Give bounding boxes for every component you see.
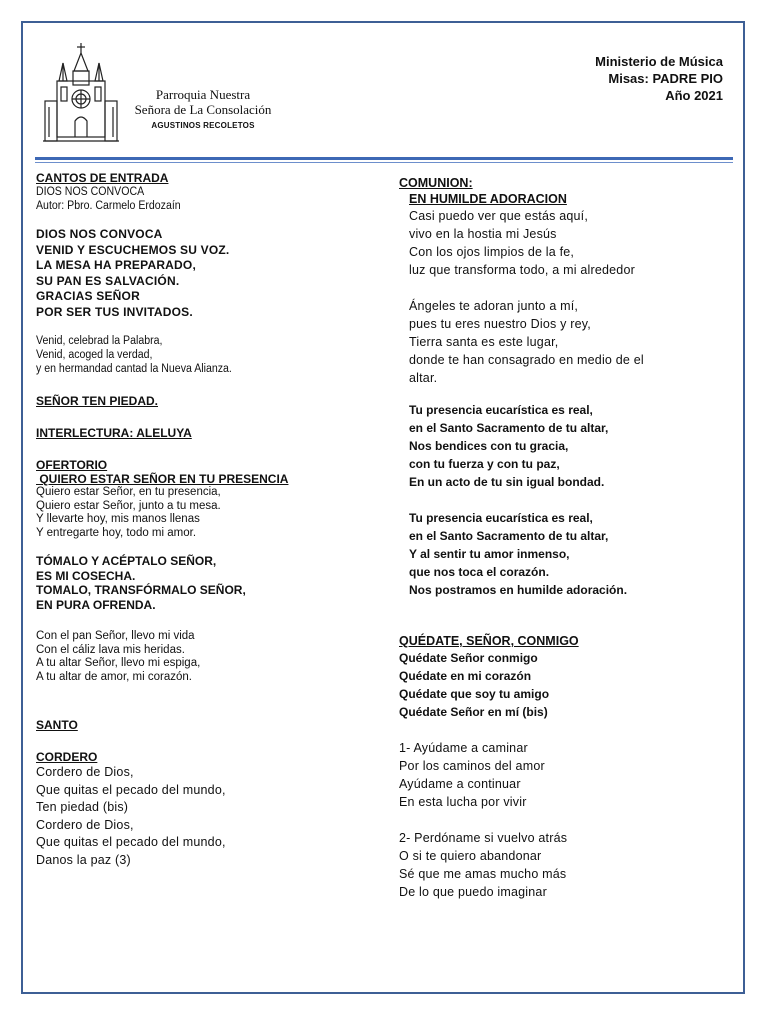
lyric-line: DIOS NOS CONVOCA (36, 227, 163, 241)
entrada-chorus (36, 227, 366, 320)
comunion-chorus-1 (399, 401, 729, 491)
lyric-line: Que quitas el pecado del mundo, (36, 782, 226, 797)
lyric-line: que nos toca el corazón. (409, 565, 550, 579)
lyric-line: De lo que puedo imaginar (399, 885, 547, 899)
ofertorio-verse-1 (36, 486, 366, 540)
quedate-chorus (399, 649, 729, 721)
lyric-line: Tierra santa es este lugar, (409, 335, 559, 349)
entrada-song: DIOS NOS CONVOCA (36, 186, 145, 198)
lyric-line: SU PAN ES SALVACIÓN. (36, 273, 180, 288)
lyric-line: GRACIAS SEÑOR (36, 289, 140, 303)
church-logo-icon (41, 41, 121, 153)
lyric-line: Y llevarte hoy, mis manos llenas (36, 513, 200, 525)
lyric-line: A tu altar de amor, mi corazón. (36, 670, 192, 683)
lyric-line: Y al sentir tu amor inmenso, (409, 547, 570, 561)
lyric-line: Quiero estar Señor, en tu presencia, (36, 486, 221, 498)
lyric-line: Sé que me amas mucho más (399, 867, 567, 881)
comunion-song: EN HUMILDE ADORACION (409, 192, 567, 206)
left-column (36, 171, 366, 869)
lyric-line: Que quitas el pecado del mundo, (36, 835, 226, 849)
lyric-line: altar. (409, 371, 438, 385)
lyric-line: donde te han consagrado en medio de el (409, 353, 644, 367)
santo-title: SANTO (36, 718, 78, 732)
lyric-line: 2- Perdóname si vuelvo atrás (399, 831, 568, 845)
lyric-line: En esta lucha por vivir (399, 795, 527, 809)
lyric-line: TÓMALO Y ACÉPTALO SEÑOR, (36, 554, 217, 568)
lyric-line: Ayúdame a continuar (399, 777, 521, 791)
aleluya-title: INTERLECTURA: ALELUYA (36, 426, 192, 440)
entrada-author: Autor: Pbro. Carmelo Erdozaín (36, 200, 181, 212)
lyric-line: Con los ojos limpios de la fe, (409, 245, 575, 259)
lyric-line: Con el cáliz lava mis heridas. (36, 643, 185, 656)
ministry-line-2: Misas: PADRE PIO (608, 71, 723, 86)
lyric-line: en el Santo Sacramento de tu altar, (409, 529, 609, 543)
lyric-line: Con el pan Señor, llevo mi vida (36, 630, 195, 642)
header-divider-thick (35, 157, 733, 160)
lyric-line: Ten piedad (bis) (36, 800, 129, 814)
header (23, 23, 743, 163)
page-frame (21, 21, 745, 994)
lyric-line: con tu fuerza y con tu paz, (409, 457, 560, 471)
cordero-title: CORDERO (36, 750, 98, 764)
right-column (399, 175, 729, 901)
lyric-line: Y entregarte hoy, todo mi amor. (36, 526, 197, 539)
lyric-line: LA MESA HA PREPARADO, (36, 258, 196, 272)
entrada-verse (36, 334, 366, 376)
lyric-line: Ángeles te adoran junto a mí, (409, 299, 579, 313)
lyric-line: Tu presencia eucarística es real, (409, 403, 593, 417)
ofertorio-song: QUIERO ESTAR SEÑOR EN TU PRESENCIA (36, 472, 289, 486)
comunion-verse-1 (399, 207, 729, 279)
lyric-line: Quédate Señor conmigo (399, 651, 538, 665)
lyric-line: Quédate en mi corazón (399, 669, 532, 683)
lyric-line: pues tu eres nuestro Dios y rey, (409, 317, 591, 331)
comunion-chorus-2 (399, 509, 729, 599)
lyric-line: Cordero de Dios, (36, 765, 134, 779)
lyric-line: Nos postramos en humilde adoración. (409, 583, 628, 597)
lyric-line: luz que transforma todo, a mi alrededor (409, 263, 635, 277)
ministry-line-3: Año 2021 (665, 88, 723, 103)
ministry-line-1: Ministerio de Música (595, 54, 723, 69)
lyric-line: ES MI COSECHA. (36, 568, 136, 583)
ofertorio-chorus (36, 554, 366, 612)
parish-name (123, 87, 283, 133)
quedate-verse-1 (399, 739, 729, 811)
lyric-line: Quédate Señor en mí (bis) (399, 705, 548, 719)
lyric-line: A tu altar Señor, llevo mi espiga, (36, 657, 201, 669)
lyric-line: TOMALO, TRANSFÓRMALO SEÑOR, (36, 583, 246, 597)
lyric-line: Por los caminos del amor (399, 759, 545, 773)
lyric-line: Nos bendices con tu gracia, (409, 439, 569, 453)
lyric-line: POR SER TUS INVITADOS. (36, 304, 193, 319)
lyric-line: Venid, acoged la verdad, (36, 349, 153, 361)
ofertorio-title: OFERTORIO (36, 458, 108, 472)
cordero-lines (36, 764, 366, 869)
lyric-line: Venid, celebrad la Palabra, (36, 335, 163, 347)
parish-line-1: Parroquia Nuestra (155, 87, 251, 102)
lyric-line: Quédate que soy tu amigo (399, 687, 550, 701)
comunion-verse-2 (399, 297, 729, 387)
lyric-line: Cordero de Dios, (36, 817, 134, 832)
quedate-verse-2 (399, 829, 729, 901)
lyric-line: en el Santo Sacramento de tu altar, (409, 421, 609, 435)
lyric-line: 1- Ayúdame a caminar (399, 741, 528, 755)
lyric-line: Danos la paz (3) (36, 852, 131, 867)
lyric-line: O si te quiero abandonar (399, 849, 542, 863)
lyric-line: EN PURA OFRENDA. (36, 597, 156, 612)
lyric-line: vivo en la hostia mi Jesús (409, 227, 557, 241)
quedate-title: QUÉDATE, SEÑOR, CONMIGO (399, 634, 579, 648)
lyric-line: Tu presencia eucarística es real, (409, 511, 593, 525)
lyric-line: VENID Y ESCUCHEMOS SU VOZ. (36, 242, 230, 257)
parish-line-3: AGUSTINOS RECOLETOS (151, 121, 255, 130)
lyric-line: Quiero estar Señor, junto a tu mesa. (36, 499, 221, 512)
parish-line-2: Señora de La Consolación (134, 102, 272, 117)
comunion-title: COMUNION: (399, 176, 473, 190)
lyric-line: y en hermandad cantad la Nueva Alianza. (36, 363, 232, 375)
lyric-line: En un acto de tu sin igual bondad. (409, 475, 605, 489)
lyric-line: Casi puedo ver que estás aquí, (409, 209, 589, 223)
piedad-title: SEÑOR TEN PIEDAD. (36, 394, 159, 408)
ofertorio-verse-2 (36, 630, 366, 684)
ministry-info (595, 53, 723, 104)
header-divider-thin (35, 162, 733, 163)
entrada-title: CANTOS DE ENTRADA (36, 171, 169, 185)
